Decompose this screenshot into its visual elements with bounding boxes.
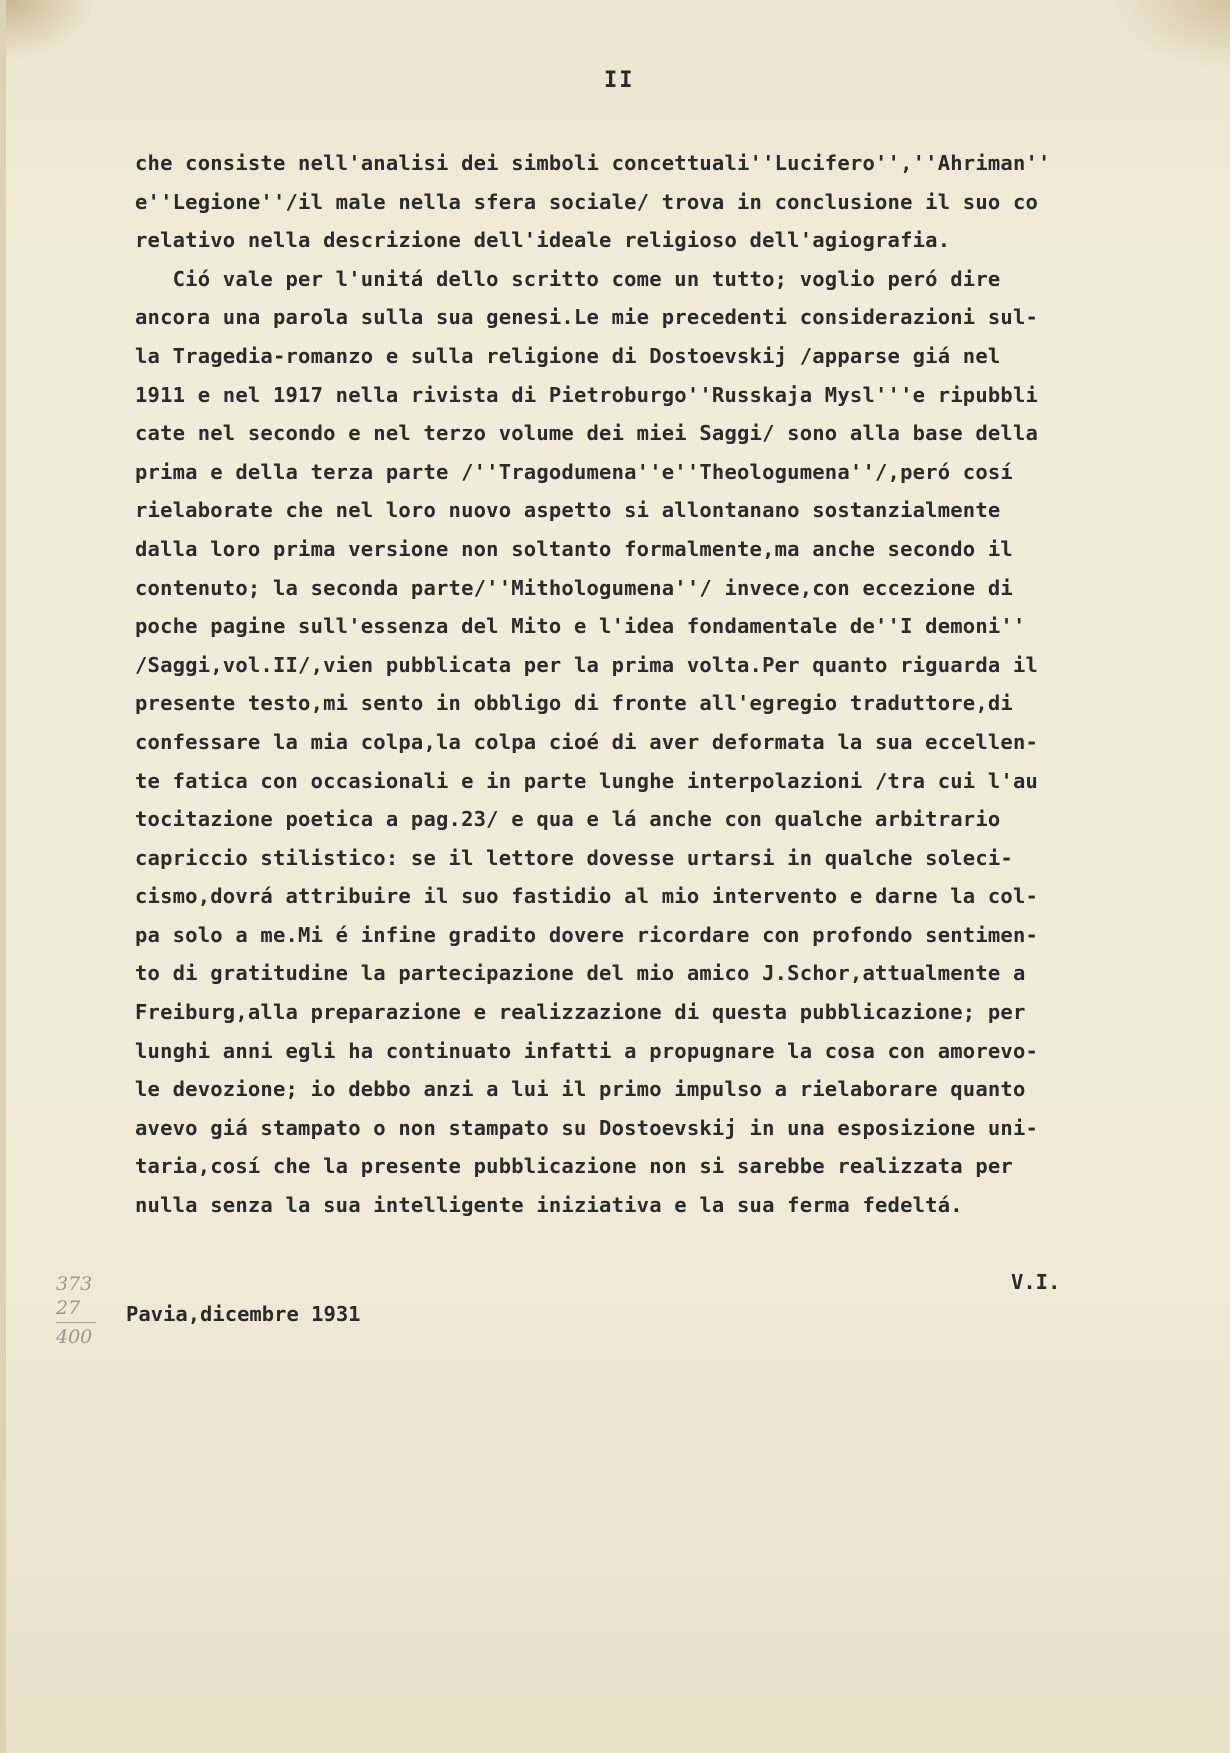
text-line: e''Legione''/il male nella sfera sociale/ trova in conclusione il suo co bbox=[135, 189, 1039, 214]
text-line: capriccio stilistico: se il lettore dovesse urtarsi in qualche soleci- bbox=[135, 845, 1013, 870]
pencil-rule bbox=[56, 1322, 96, 1323]
text-line: te fatica con occasionali e in parte lunghe interpolazioni /tra cui l'au bbox=[135, 768, 1039, 793]
text-line: rielaborate che nel loro nuovo aspetto si allontanano sostanzialmente bbox=[135, 498, 1001, 523]
text-line: /Saggi,vol.II/,vien pubblicata per la prima volta.Per quanto riguarda il bbox=[135, 652, 1039, 677]
text-line: lunghi anni egli ha continuato infatti a propugnare la cosa con amorevo- bbox=[135, 1038, 1039, 1063]
text-line: confessare la mia colpa,la colpa cioé di aver deformata la sua eccellen- bbox=[135, 729, 1039, 754]
text-line: nulla senza la sua intelligente iniziativa e la sua ferma fedeltá. bbox=[135, 1193, 963, 1218]
letter-body bbox=[135, 144, 1215, 1225]
place-date: Pavia,dicembre 1931 bbox=[126, 1302, 361, 1326]
text-line: poche pagine sull'essenza del Mito e l'idea fondamentale de''I demoni'' bbox=[135, 614, 1026, 639]
text-line: Ció vale per l'unitá dello scritto come un tutto; voglio peró dire bbox=[135, 266, 1001, 291]
text-line: presente testo,mi sento in obbligo di fronte all'egregio traduttore,di bbox=[135, 691, 1013, 716]
text-line: cismo,dovrá attribuire il suo fastidio al mio intervento e darne la col- bbox=[135, 884, 1039, 909]
text-line: 1911 e nel 1917 nella rivista di Pietroburgo''Russkaja Mysl'''e ripubbli bbox=[135, 382, 1039, 407]
paper-stain bbox=[1110, 0, 1230, 70]
text-line: ancora una parola sulla sua genesi.Le mie precedenti considerazioni sul- bbox=[135, 305, 1039, 330]
text-line: tocitazione poetica a pag.23/ e qua e lá anche con qualche arbitrario bbox=[135, 807, 1001, 832]
paper-stain bbox=[6, 0, 96, 60]
page-number: II bbox=[604, 68, 635, 93]
text-line: contenuto; la seconda parte/''Mithologumena''/ invece,con eccezione di bbox=[135, 575, 1013, 600]
text-line: che consiste nell'analisi dei simboli concettuali''Lucifero'',''Ahriman'' bbox=[135, 151, 1051, 175]
text-line: avevo giá stampato o non stampato su Dostoevskij in una esposizione uni- bbox=[135, 1115, 1039, 1140]
text-line: taria,cosí che la presente pubblicazione non si sarebbe realizzata per bbox=[135, 1154, 1013, 1179]
text-line: dalla loro prima versione non soltanto formalmente,ma anche secondo il bbox=[135, 536, 1013, 561]
text-line: to di gratitudine la partecipazione del mio amico J.Schor,attualmente a bbox=[135, 961, 1026, 986]
text-line: la Tragedia-romanzo e sulla religione di Dostoevskij /apparse giá nel bbox=[135, 343, 1001, 368]
pencil-line-2: 27 bbox=[56, 1297, 81, 1319]
pencil-annotation bbox=[56, 1272, 106, 1349]
signature-initials: V.I. bbox=[1011, 1270, 1061, 1294]
text-line: le devozione; io debbo anzi a lui il primo impulso a rielaborare quanto bbox=[135, 1077, 1026, 1102]
text-line: prima e della terza parte /''Tragodumena''e''Theologumena''/,peró cosí bbox=[135, 459, 1013, 484]
text-line: pa solo a me.Mi é infine gradito dovere ricordare con profondo sentimen- bbox=[135, 922, 1039, 947]
text-line: relativo nella descrizione dell'ideale religioso dell'agiografia. bbox=[135, 228, 951, 253]
text-line: cate nel secondo e nel terzo volume dei miei Saggi/ sono alla base della bbox=[135, 421, 1039, 446]
pencil-total: 400 bbox=[56, 1326, 93, 1348]
pencil-line-1: 373 bbox=[56, 1273, 93, 1295]
text-line: Freiburg,alla preparazione e realizzazione di questa pubblicazione; per bbox=[135, 1000, 1026, 1025]
